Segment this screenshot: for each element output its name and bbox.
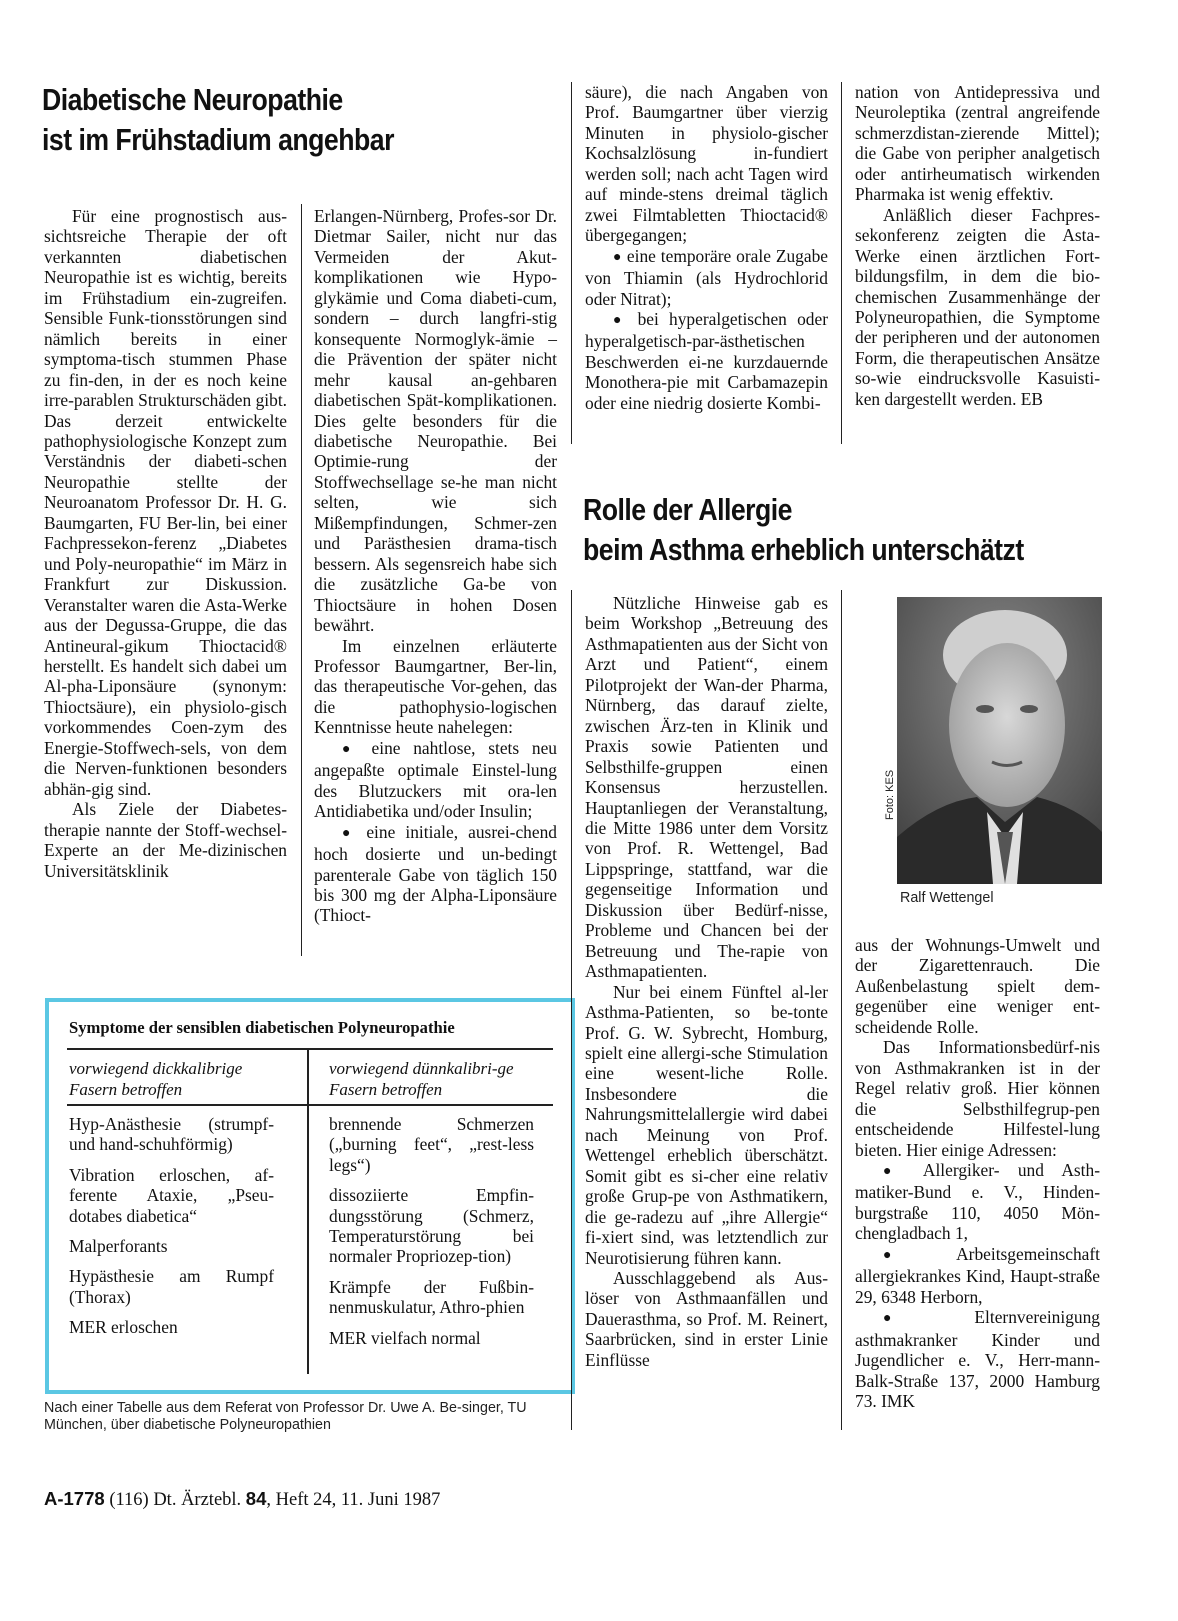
- article1-headline-line1: Diabetische Neuropathie: [42, 82, 343, 117]
- paragraph: Ausschlaggebend als Aus-löser von Asthmaanfällen und Dauerasthma, so Prof. M. Reinert, Saarbrücken, sind in erster Linie Einflüsse: [585, 1267, 828, 1370]
- table-cell: Vibration erloschen, af-ferente Ataxie, „Pseu-dotabes diabetica“: [69, 1164, 274, 1226]
- page-footer: [44, 1488, 440, 1511]
- bullet-icon: ●: [883, 1247, 923, 1263]
- paragraph: Anläßlich dieser Fachpres-sekonferenz zeigten die Asta-Werke einen ärztlichen Fort-bildungsfilm, in dem die bio-chemischen Zusammenhänge der Polyneuropathien, die Symptome der peripheren und der autonomen Form, die therapeutischen Ansätze so-wie eindrucksvolle Kasuisti-ken dargestellt werden. EB: [855, 204, 1100, 409]
- column-divider: [841, 82, 842, 444]
- article2-column-2: [855, 935, 1100, 1411]
- table-header-right: vorwiegend dünnkalibri-ge Fasern betroffen: [329, 1059, 514, 1099]
- column-divider: [841, 590, 842, 1430]
- bullet-icon: ●: [883, 1311, 931, 1327]
- bullet-text: eine nahtlose, stets neu angepaßte optimale Einstel-lung des Blutzuckers mit ora-len Antidiabetika und/oder Insulin;: [314, 737, 557, 822]
- bullet-item: [855, 1244, 1100, 1307]
- bullet-icon: ●: [883, 1163, 906, 1179]
- paragraph: Nur bei einem Fünftel al-ler Asthma-Patienten, so be-tonte Prof. G. W. Sybrecht, Homburg, spielt eine allergi-sche Stimulation eine wesent-liche Rolle. Insbesondere die Nahrungsmittelallergie wird dabei nach Meinung von Prof. Wettengel erheblich überschätzt. Somit gibt es si-cher eine relativ große Grup-pe von Asthmatikern, die ge-radezu auf „ihre Allergie“ fi-xiert sind, was letztendlich zur Neurotisierung führen kann.: [585, 981, 828, 1268]
- paragraph: Für eine prognostisch aus-sichtsreiche Therapie der oft verkannten diabetischen Neuropathie ist es wichtig, bereits im Frühstadium ein-zugreifen. Sensible Funk-tionsstörungen sind nämlich bereits in einer symptoma-tisch stummen Phase zu fin-den, in der es noch keine irre-parablen Strukturschäden gibt. Das derzeit entwickelte pathophysiologische Konzept zum Verständnis der diabeti-schen Neuropathie stellte der Neuroanatom Professor Dr. H. G. Baumgarten, FU Ber-lin, bei einer Fachpressekon-ferenz „Diabetes und Poly-neuropathie“ im März in Frankfurt zur Diskussion. Veranstalter waren die Asta-Werke aus der Degussa-Gruppe, die das Antineural-gikum Thioctacid® herstellt. Es handelt sich dabei um Al-pha-Liponsäure (synonym: Thioctsäure), ein physiolo-gisch vorkommendes Coen-zym des Energie-Stoffwech-sels, von dem die Nerven-funktionen besonders abhän-gig sind.: [44, 206, 287, 799]
- table-title: Symptome der sensiblen diabetischen Polyneuropathie: [69, 1018, 455, 1037]
- paragraph: Nützliche Hinweise gab es beim Workshop „Betreuung des Asthmapatienten aus der Sicht von Arzt und Patient“, einem Pilotprojekt der Wan-der Pharma, Nürnberg, das darauf zielte, zwischen Ärz-ten in Klinik und Praxis sowie Patienten und Selbsthilfe-gruppen einen Konsensus herzustellen. Hauptanliegen der Veranstaltung, die Mitte 1986 unter dem Vorsitz von Prof. R. Wettengel, Bad Lippspringe, stattfand, war die gegenseitige Information und Diskussion über Bedürf-nisse, Probleme und Chancen bei der Betreuung und The-rapie von Asthmapatienten.: [585, 593, 828, 982]
- photo-caption: Ralf Wettengel: [900, 890, 994, 906]
- table-cell: Hyp-Anästhesie (strumpf- und hand-schuhförmig): [69, 1114, 274, 1155]
- table-column-left: [69, 1114, 274, 1348]
- bullet-text: Elternvereinigung asthmakranker Kinder und Jugendlicher e. V., Herr-mann-Balk-Straße 137, 2000 Hamburg 73. IMK: [855, 1307, 1100, 1411]
- column-divider: [571, 590, 572, 1430]
- paragraph: säure), die nach Angaben von Prof. Baumgartner über vierzig Minuten in physiolo-gischer Kochsalzlösung in-fundiert werden soll; nach acht Tagen wird auf minde-stens dreimal täglich zwei Filmtabletten Thioctacid® übergegangen;: [585, 82, 828, 246]
- article1-column-4: [855, 82, 1100, 409]
- bullet-item: [585, 309, 828, 413]
- portrait-photo: [897, 597, 1102, 884]
- column-divider: [571, 82, 572, 444]
- table-cell: brennende Schmerzen („burning feet“, „rest-less legs“): [329, 1114, 534, 1175]
- paragraph: Als Ziele der Diabetes-therapie nannte der Stoff-wechsel-Experte an der Me-dizinischen Universitätsklinik: [44, 799, 287, 881]
- bullet-icon: ●: [613, 312, 628, 328]
- article1-column-2: [314, 206, 557, 926]
- bullet-text: Arbeitsgemeinschaft allergiekrankes Kind, Haupt-straße 29, 6348 Herborn,: [855, 1243, 1100, 1307]
- paragraph: Erlangen-Nürnberg, Profes-sor Dr. Dietmar Sailer, nicht nur das Vermeiden der Akut-komplikationen wie Hypo-glykämie und Coma diabeti-cum, sondern – durch langfri-stig konsequente Normoglyk-ämie – die Prävention der später nicht mehr kausal an-gehbaren diabetischen Spät-komplikationen. Dies gelte besonders für die diabetische Neuropathie. Bei Optimie-rung der Stoffwechsellage se-he man nicht selten, wie sich Mißempfindungen, Schmer-zen und Parästhesien drama-tisch bessern. Als segensreich habe sich die zusätzliche Ga-be von Thioctsäure in hohen Dosen bewährt.: [314, 206, 557, 636]
- page-number: A-1778: [44, 1488, 105, 1509]
- table-rule: [67, 1104, 553, 1106]
- table-cell: MER vielfach normal: [329, 1327, 481, 1348]
- article1-headline: [42, 80, 394, 160]
- table-header-left: vorwiegend dickkalibrige Fasern betroffen: [69, 1059, 243, 1099]
- bullet-icon: ●: [342, 741, 359, 757]
- table-cell: Hypästhesie am Rumpf (Thorax): [69, 1266, 274, 1307]
- symptoms-table-box: [45, 998, 575, 1394]
- bullet-item: [314, 822, 557, 926]
- table-column-divider: [307, 1048, 309, 1374]
- table-rule: [67, 1048, 553, 1050]
- article2-column-1: [585, 593, 828, 1370]
- article1-column-1: [44, 206, 287, 881]
- article1-headline-line2: ist im Frühstadium angehbar: [42, 122, 394, 157]
- table-cell: Malperforants: [69, 1236, 168, 1257]
- table-cell: Krämpfe der Fußbin-nenmuskulatur, Athro-phien: [329, 1276, 534, 1318]
- bullet-item: [585, 246, 828, 309]
- journal-name: (116) Dt. Ärztebl.: [109, 1490, 242, 1510]
- issue-date: , Heft 24, 11. Juni 1987: [266, 1490, 441, 1510]
- table-cell: MER erloschen: [69, 1317, 178, 1338]
- bullet-text: Allergiker- und Asth-matiker-Bund e. V., Hinden-burgstraße 110, 4050 Mön-chengladbach 1,: [855, 1159, 1101, 1244]
- table-column-right: [329, 1114, 534, 1358]
- article2-headline: [583, 490, 1024, 570]
- table-caption: Nach einer Tabelle aus dem Referat von Professor Dr. Uwe A. Be-singer, TU München, über diabetische Polyneuropathien: [44, 1400, 527, 1433]
- paragraph: aus der Wohnungs-Umwelt und der Zigarettenrauch. Die Außenbelastung spielt dem-gegenüber eine weniger ent-scheidende Rolle.: [855, 935, 1100, 1037]
- article2-headline-line1: Rolle der Allergie: [583, 492, 792, 527]
- bullet-item: [855, 1307, 1100, 1411]
- portrait-image: [897, 597, 1102, 884]
- journal-volume: 84: [245, 1488, 267, 1509]
- article1-column-3: [585, 82, 828, 413]
- bullet-item: [855, 1160, 1100, 1244]
- paragraph: Das Informationsbedürf-nis von Asthmakranken ist in der Regel relativ groß. Hier können die Selbsthilfegrup-pen entscheidende Hilfestel-lung bieten. Hier einige Adressen:: [855, 1037, 1100, 1160]
- bullet-text: eine temporäre orale Zugabe von Thiamin (als Hydrochlorid oder Nitrat);: [585, 245, 828, 309]
- article2-headline-line2: beim Asthma erheblich unterschätzt: [583, 532, 1024, 567]
- bullet-icon: ●: [613, 249, 623, 265]
- paragraph: nation von Antidepressiva und Neuroleptika (zentral angreifende schmerzdistan-zierende Mittel); die Gabe von peripher analgetisch oder antirheumatisch wirkenden Pharmaka ist wenig effektiv.: [855, 82, 1100, 205]
- bullet-text: bei hyperalgetischen oder hyperalgetisch-par-ästhetischen Beschwerden ei-ne kurzdauernde Monothera-pie mit Carbamazepin oder eine niedrig dosierte Kombi-: [585, 308, 828, 413]
- bullet-icon: ●: [342, 825, 357, 841]
- table-cell: dissoziierte Empfin-dungsstörung (Schmerz, Temperaturstörung bei normaler Propriozep-tion): [329, 1185, 534, 1267]
- column-divider: [301, 204, 302, 956]
- photo-credit: Foto: KES: [884, 769, 896, 820]
- bullet-item: [314, 738, 557, 822]
- paragraph: Im einzelnen erläuterte Professor Baumgartner, Ber-lin, das therapeutische Vor-gehen, das die pathophysio-logischen Kenntnisse heute nahelegen:: [314, 635, 557, 738]
- bullet-text: eine initiale, ausrei-chend hoch dosierte und un-bedingt parenterale Gabe von täglich 150 bis 300 mg der Alpha-Liponsäure (Thioct-: [314, 821, 557, 926]
